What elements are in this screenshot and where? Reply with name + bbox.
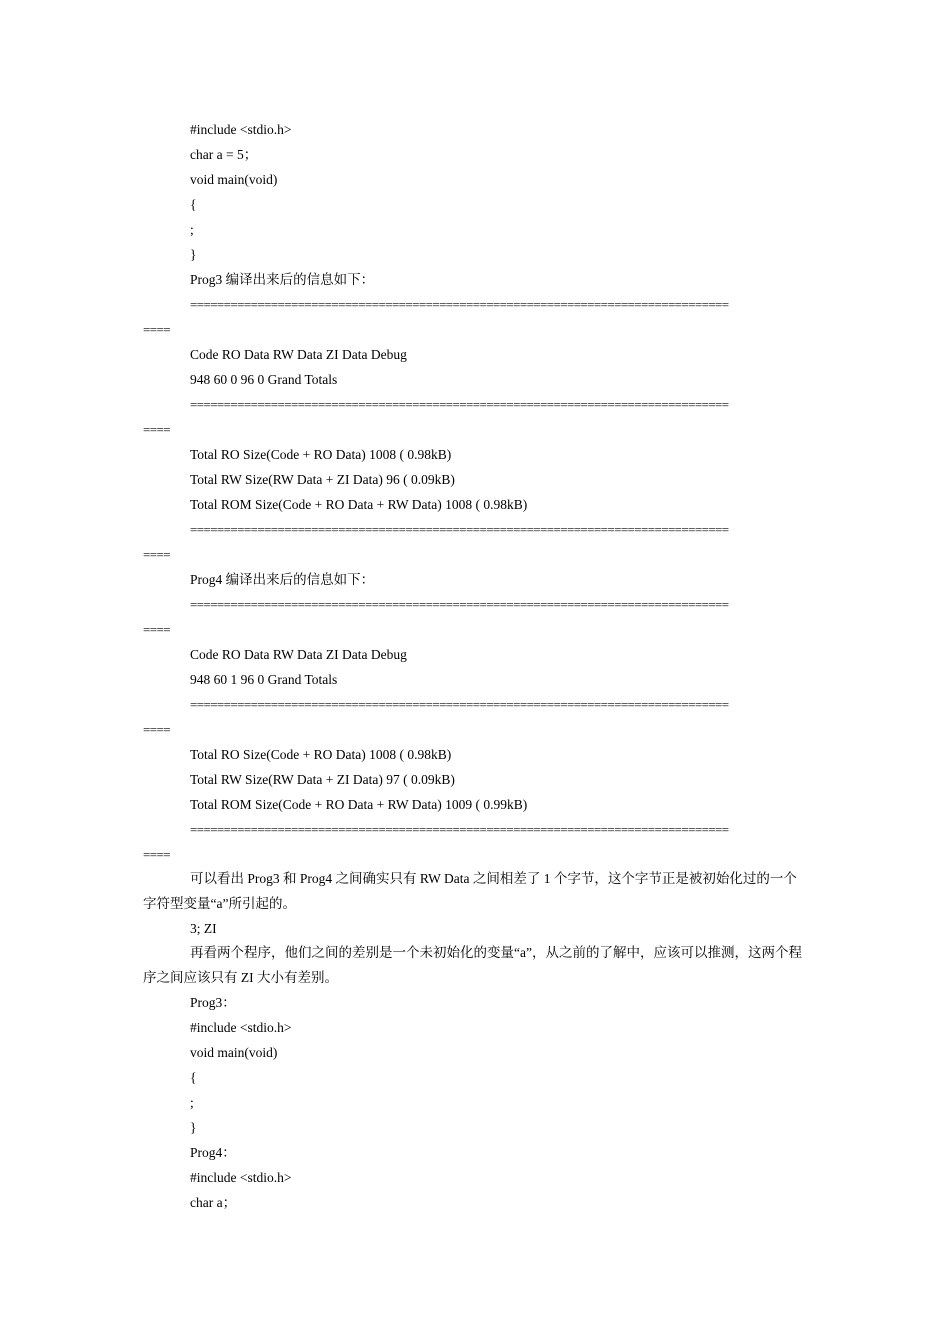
program-label: Prog3： xyxy=(190,995,236,1010)
separator-line: ================================================================================ xyxy=(190,297,729,312)
section-heading: Prog4 编译出来后的信息如下： xyxy=(190,572,375,587)
separator-line: ================================================================================ xyxy=(190,597,729,612)
size-line: Total RO Size(Code + RO Data) 1008 ( 0.98kB) xyxy=(190,447,452,462)
separator-line: ================================================================================ xyxy=(190,697,729,712)
code-line: } xyxy=(190,1120,197,1135)
code-line: } xyxy=(190,247,197,262)
code-line: ; xyxy=(190,222,194,237)
table-header-line: Code RO Data RW Data ZI Data Debug xyxy=(190,647,407,662)
separator-tail: ==== xyxy=(143,847,170,862)
code-line: void main(void) xyxy=(190,1045,278,1060)
separator-tail: ==== xyxy=(143,722,170,737)
size-line: Total RW Size(RW Data + ZI Data) 97 ( 0.09kB) xyxy=(190,772,455,787)
separator-line: ================================================================================ xyxy=(190,397,729,412)
code-line: #include <stdio.h> xyxy=(190,122,292,137)
table-header-line: Code RO Data RW Data ZI Data Debug xyxy=(190,347,407,362)
separator-tail: ==== xyxy=(143,547,170,562)
code-line: ; xyxy=(190,1095,194,1110)
separator-tail: ==== xyxy=(143,622,170,637)
code-line: #include <stdio.h> xyxy=(190,1170,292,1185)
size-line: Total RO Size(Code + RO Data) 1008 ( 0.98kB) xyxy=(190,747,452,762)
paragraph: 可以看出 Prog3 和 Prog4 之间确实只有 RW Data 之间相差了 1 个字节，这个字节正是被初始化过的一个字符型变量“a”所引起的。 xyxy=(143,871,797,911)
code-line: void main(void) xyxy=(190,172,278,187)
separator-tail: ==== xyxy=(143,422,170,437)
code-line: { xyxy=(190,1070,197,1085)
separator-line: ================================================================================ xyxy=(190,522,729,537)
size-line: Total ROM Size(Code + RO Data + RW Data) 1008 ( 0.98kB) xyxy=(190,497,528,512)
code-line: char a； xyxy=(190,1195,237,1210)
size-line: Total RW Size(RW Data + ZI Data) 96 ( 0.09kB) xyxy=(190,472,455,487)
separator-tail: ==== xyxy=(143,322,170,337)
paragraph: 再看两个程序，他们之间的差别是一个未初始化的变量“a”，从之前的了解中，应该可以推测，这两个程序之间应该只有 ZI 大小有差别。 xyxy=(143,945,802,985)
code-line: char a = 5； xyxy=(190,147,258,162)
totals-line: 948 60 0 96 0 Grand Totals xyxy=(190,372,338,387)
section-heading: Prog3 编译出来后的信息如下： xyxy=(190,272,375,287)
section-label: 3; ZI xyxy=(190,921,217,936)
code-line: #include <stdio.h> xyxy=(190,1020,292,1035)
code-line: { xyxy=(190,197,197,212)
separator-line: ================================================================================ xyxy=(190,822,729,837)
size-line: Total ROM Size(Code + RO Data + RW Data) 1009 ( 0.99kB) xyxy=(190,797,528,812)
totals-line: 948 60 1 96 0 Grand Totals xyxy=(190,672,338,687)
program-label: Prog4： xyxy=(190,1145,236,1160)
